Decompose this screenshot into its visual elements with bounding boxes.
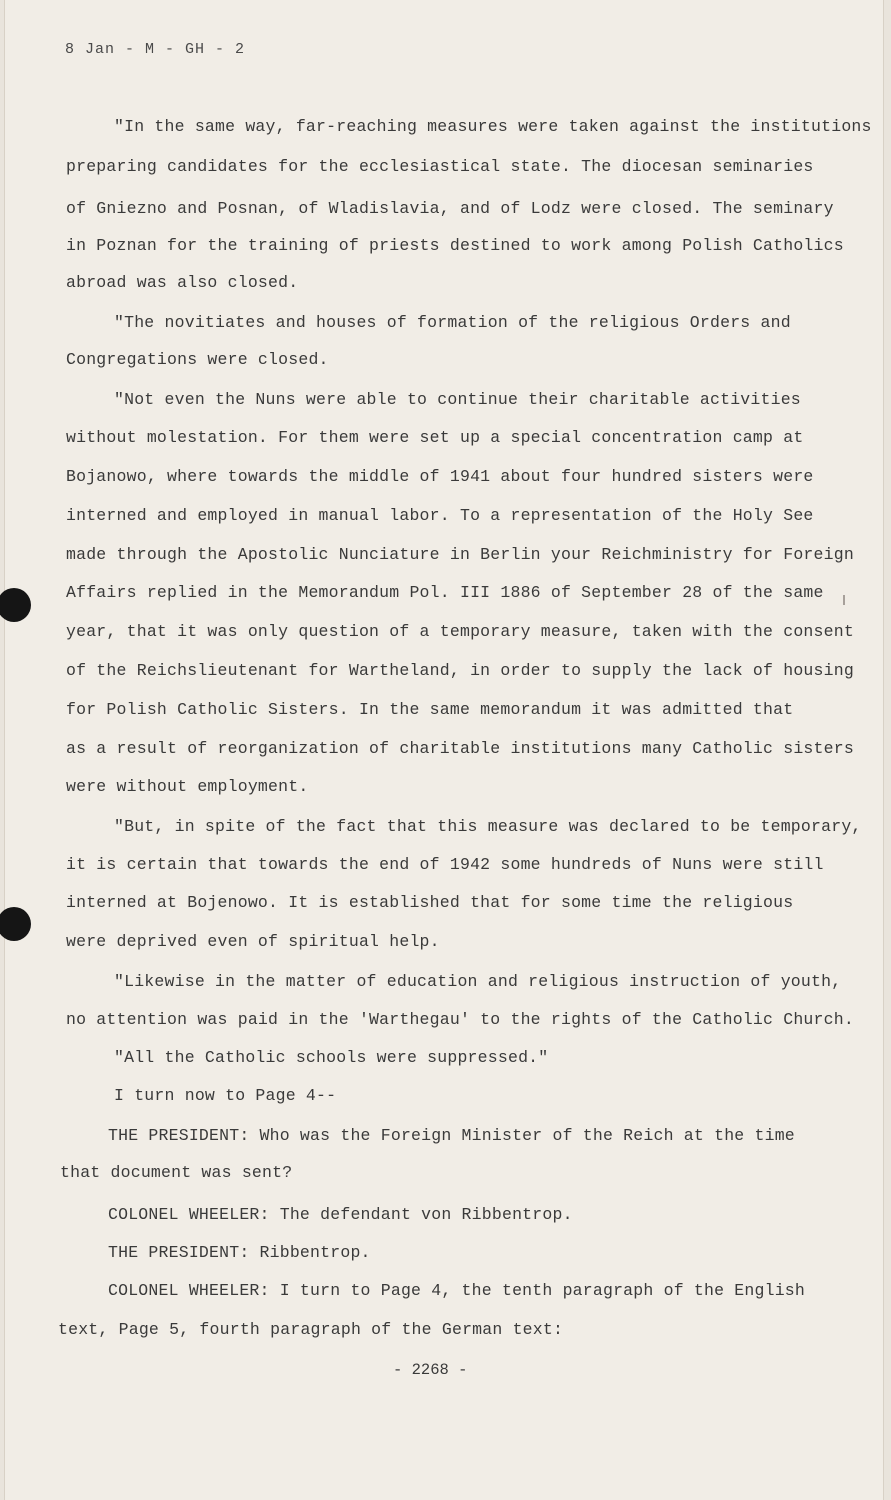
text-line: interned at Bojenowo. It is established that for some time the religious [66,893,794,912]
text-line: in Poznan for the training of priests destined to work among Polish Catholics [66,236,844,255]
text-line: THE PRESIDENT: Ribbentrop. [108,1243,371,1262]
text-line: "In the same way, far-reaching measures were taken against the institutions [114,117,872,136]
text-line: "All the Catholic schools were suppressed." [114,1048,549,1067]
text-line: COLONEL WHEELER: The defendant von Ribbentrop. [108,1205,573,1224]
page-header: 8 Jan - M - GH - 2 [65,41,246,58]
text-line: it is certain that towards the end of 1942 some hundreds of Nuns were still [66,855,824,874]
text-line: of Gniezno and Posnan, of Wladislavia, and of Lodz were closed. The seminary [66,199,834,218]
text-line: "The novitiates and houses of formation of the religious Orders and [114,313,791,332]
text-line: for Polish Catholic Sisters. In the same memorandum it was admitted that [66,700,794,719]
text-line: text, Page 5, fourth paragraph of the German text: [58,1320,564,1339]
text-line: preparing candidates for the ecclesiastical state. The diocesan seminaries [66,157,814,176]
text-line: THE PRESIDENT: Who was the Foreign Minister of the Reich at the time [108,1126,795,1145]
text-line: I turn now to Page 4-- [114,1086,337,1105]
text-line: were without employment. [66,777,309,796]
text-line: "Not even the Nuns were able to continue their charitable activities [114,390,801,409]
text-line: "Likewise in the matter of education and religious instruction of youth, [114,972,842,991]
text-line: of the Reichslieutenant for Wartheland, in order to supply the lack of housing [66,661,854,680]
margin-mark [843,595,845,605]
text-line: Bojanowo, where towards the middle of 1941 about four hundred sisters were [66,467,814,486]
page-number: - 2268 - [393,1361,468,1379]
text-line: interned and employed in manual labor. To a representation of the Holy See [66,506,814,525]
text-line: were deprived even of spiritual help. [66,932,440,951]
text-line: "But, in spite of the fact that this measure was declared to be temporary, [114,817,862,836]
document-page [4,0,884,1500]
text-line: year, that it was only question of a temporary measure, taken with the consent [66,622,854,641]
text-line: Congregations were closed. [66,350,329,369]
text-line: abroad was also closed. [66,273,299,292]
text-line: that document was sent? [60,1163,293,1182]
text-line: as a result of reorganization of charitable institutions many Catholic sisters [66,739,854,758]
text-line: Affairs replied in the Memorandum Pol. III 1886 of September 28 of the same [66,583,824,602]
text-line: without molestation. For them were set up a special concentration camp at [66,428,804,447]
text-line: made through the Apostolic Nunciature in Berlin your Reichministry for Foreign [66,545,854,564]
punch-hole [0,588,31,622]
punch-hole [0,907,31,941]
text-line: no attention was paid in the 'Warthegau' to the rights of the Catholic Church. [66,1010,854,1029]
text-line: COLONEL WHEELER: I turn to Page 4, the tenth paragraph of the English [108,1281,806,1300]
